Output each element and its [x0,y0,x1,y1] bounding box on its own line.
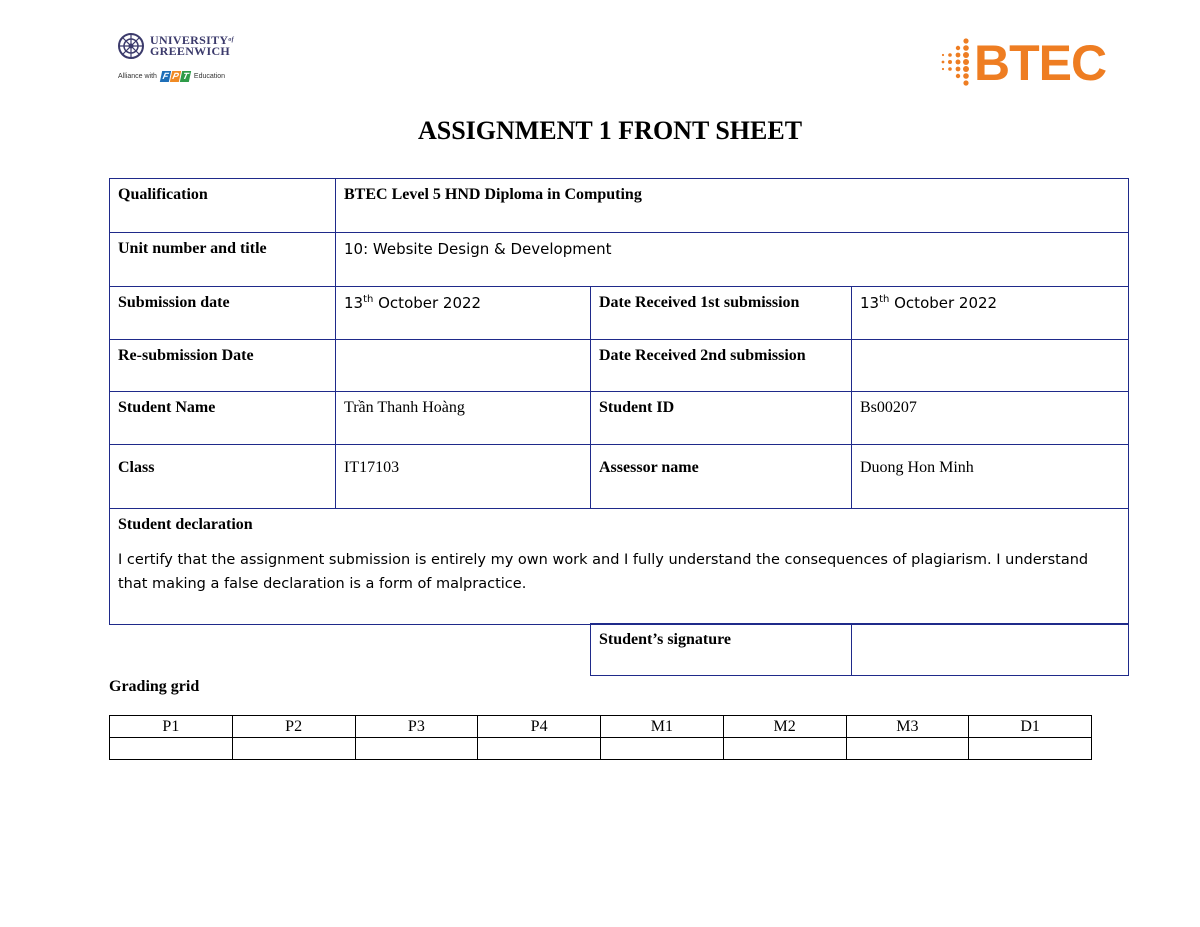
declaration-row [110,509,1129,625]
received-2nd-label: Date Received 2nd submission [591,340,852,392]
grade-header-p3: P3 [355,716,478,738]
alliance-suffix: Education [193,73,226,80]
student-row [110,392,1129,445]
received-1st-suffix: th [879,294,890,305]
signature-row [591,624,1129,676]
alliance-with-fpt [118,71,248,82]
uog-of: of [228,37,234,43]
fpt-letter-f: F [161,71,170,81]
uog-line2: GREENWICH [150,44,231,58]
grading-grid-label: Grading grid [109,678,200,695]
fpt-letter-p: P [171,71,180,81]
grade-cell-m1[interactable] [601,738,724,760]
resubmission-value [336,340,591,392]
grade-header-p2: P2 [232,716,355,738]
grading-value-row [110,738,1092,760]
grade-cell-d1[interactable] [969,738,1092,760]
grade-header-d1: D1 [969,716,1092,738]
assessor-label: Assessor name [591,445,852,509]
signature-field[interactable] [852,624,1129,676]
front-sheet-table [109,178,1129,625]
resubmission-row [110,340,1129,392]
university-of-greenwich-logo [118,33,248,93]
assessor-value: Duong Hon Minh [852,445,1129,509]
submission-date-value [336,287,591,340]
grade-cell-p4[interactable] [478,738,601,760]
grade-cell-p2[interactable] [232,738,355,760]
grade-header-m1: M1 [601,716,724,738]
received-1st-rest: October 2022 [889,294,998,312]
student-id-value: Bs00207 [852,392,1129,445]
class-label: Class [110,445,336,509]
received-2nd-value [852,340,1129,392]
unit-value: 10: Website Design & Development [336,233,1129,287]
received-1st-label: Date Received 1st submission [591,287,852,340]
signature-label: Student’s signature [591,624,852,676]
submission-date-label: Submission date [110,287,336,340]
declaration-label: Student declaration [118,516,253,533]
fpt-logo [161,71,191,82]
submission-date-suffix: th [363,294,374,305]
btec-dots-icon [936,37,972,89]
qualification-value: BTEC Level 5 HND Diploma in Computing [336,179,1129,233]
uog-line1: UNIVERSITY [150,33,229,47]
declaration-cell [110,509,1129,625]
submission-date-rest: October 2022 [373,294,482,312]
alliance-prefix: Alliance with [118,73,157,80]
btec-wordmark: BTEC [974,35,1107,91]
received-1st-value [852,287,1129,340]
grade-cell-m2[interactable] [723,738,846,760]
grade-header-m2: M2 [723,716,846,738]
unit-row [110,233,1129,287]
unit-label: Unit number and title [110,233,336,287]
resubmission-label: Re-submission Date [110,340,336,392]
qualification-row [110,179,1129,233]
grade-header-p1: P1 [110,716,233,738]
grading-header-row [110,716,1092,738]
greenwich-emblem-icon [118,33,144,59]
student-name-label: Student Name [110,392,336,445]
student-id-label: Student ID [591,392,852,445]
grading-grid-table [109,715,1092,760]
declaration-text: I certify that the assignment submission is entirely my own work and I fully understand the consequences of plagiarism. I understand that making a false declaration is a form of malpractice. [118,552,1089,592]
fpt-letter-t: T [181,71,190,81]
grade-cell-m3[interactable] [846,738,969,760]
grade-header-p4: P4 [478,716,601,738]
class-row [110,445,1129,509]
uog-wordmark [118,33,248,59]
received-1st-day: 13 [860,294,880,312]
page-title: ASSIGNMENT 1 FRONT SHEET [417,116,803,145]
student-name-value: Trần Thanh Hoàng [336,392,591,445]
grade-cell-p3[interactable] [355,738,478,760]
submission-row [110,287,1129,340]
submission-date-day: 13 [344,294,364,312]
grade-header-m3: M3 [846,716,969,738]
class-value: IT17103 [336,445,591,509]
grade-cell-p1[interactable] [110,738,233,760]
qualification-label: Qualification [110,179,336,233]
btec-logo [936,34,1121,92]
signature-table [590,623,1129,676]
